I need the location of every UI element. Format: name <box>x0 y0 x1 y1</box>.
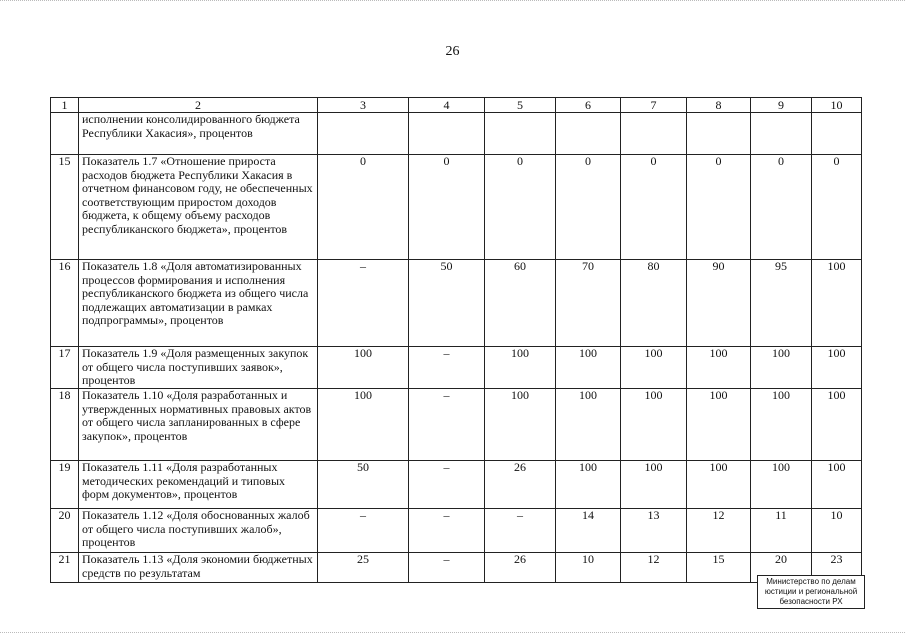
value-cell: 12 <box>621 553 687 583</box>
row-number: 19 <box>51 461 79 509</box>
value-cell: – <box>485 509 556 553</box>
table-row <box>51 389 862 461</box>
value-cell: 100 <box>621 461 687 509</box>
table-row <box>51 509 862 553</box>
value-cell: 26 <box>485 553 556 583</box>
value-cell: 100 <box>687 461 751 509</box>
value-cell: 0 <box>812 155 862 260</box>
column-header: 8 <box>687 98 751 113</box>
indicator-description: Показатель 1.9 «Доля размещенных закупок от общего числа поступивших заявок», процентов <box>79 347 318 389</box>
value-cell: 0 <box>621 155 687 260</box>
value-cell <box>812 113 862 155</box>
value-cell: 26 <box>485 461 556 509</box>
table-row <box>51 260 862 347</box>
value-cell: 100 <box>687 389 751 461</box>
value-cell: 10 <box>812 509 862 553</box>
value-cell: 100 <box>751 389 812 461</box>
stamp-line: Министерство по делам <box>766 577 856 586</box>
column-header: 9 <box>751 98 812 113</box>
indicator-description: Показатель 1.8 «Доля автоматизированных процессов формирования и исполнения республиканского бюджета из общего числа подлежащих автоматизации в рамках подпрограммы», процентов <box>79 260 318 347</box>
column-header: 6 <box>556 98 621 113</box>
table-row <box>51 553 862 583</box>
table-row <box>51 113 862 155</box>
stamp-line: юстиции и региональной <box>764 587 858 596</box>
row-number: 18 <box>51 389 79 461</box>
value-cell: 25 <box>318 553 409 583</box>
indicator-description: Показатель 1.12 «Доля обоснованных жалоб от общего числа поступивших жалоб», процентов <box>79 509 318 553</box>
value-cell: 0 <box>751 155 812 260</box>
value-cell: 100 <box>485 389 556 461</box>
table-header-row <box>51 98 862 113</box>
indicator-description: Показатель 1.10 «Доля разработанных и утвержденных нормативных правовых актов от общего числа запланированных в сфере закупок», процентов <box>79 389 318 461</box>
indicator-description: Показатель 1.7 «Отношение прироста расходов бюджета Республики Хакасия в отчетном финансовом году, не обеспеченных соответствующим приростом доходов бюджета, к общему объему расходов республиканского бюджета», процентов <box>79 155 318 260</box>
scan-edge-top <box>0 0 905 6</box>
value-cell: 20 <box>751 553 812 583</box>
value-cell: 11 <box>751 509 812 553</box>
value-cell <box>751 113 812 155</box>
value-cell: 95 <box>751 260 812 347</box>
value-cell: 15 <box>687 553 751 583</box>
value-cell: 100 <box>812 260 862 347</box>
value-cell: 100 <box>556 389 621 461</box>
value-cell: 100 <box>812 389 862 461</box>
value-cell: 0 <box>318 155 409 260</box>
row-number: 17 <box>51 347 79 389</box>
value-cell: 14 <box>556 509 621 553</box>
value-cell: 13 <box>621 509 687 553</box>
value-cell: 100 <box>687 347 751 389</box>
value-cell: 80 <box>621 260 687 347</box>
table-row <box>51 347 862 389</box>
value-cell: 60 <box>485 260 556 347</box>
scan-edge-bottom <box>0 632 905 638</box>
column-header: 1 <box>51 98 79 113</box>
value-cell: 100 <box>751 461 812 509</box>
row-number: 20 <box>51 509 79 553</box>
value-cell: 100 <box>812 347 862 389</box>
column-header: 3 <box>318 98 409 113</box>
value-cell: 100 <box>318 389 409 461</box>
value-cell: 50 <box>409 260 485 347</box>
value-cell <box>556 113 621 155</box>
value-cell: 100 <box>621 389 687 461</box>
column-header: 7 <box>621 98 687 113</box>
value-cell: – <box>409 347 485 389</box>
value-cell: 100 <box>751 347 812 389</box>
value-cell: – <box>409 461 485 509</box>
ministry-stamp <box>757 575 865 609</box>
row-number: 15 <box>51 155 79 260</box>
table-row <box>51 155 862 260</box>
value-cell: 12 <box>687 509 751 553</box>
column-header: 4 <box>409 98 485 113</box>
indicator-description: исполнении консолидированного бюджета Республики Хакасия», процентов <box>79 113 318 155</box>
value-cell: 70 <box>556 260 621 347</box>
value-cell: 100 <box>812 461 862 509</box>
value-cell: 0 <box>409 155 485 260</box>
column-header: 2 <box>79 98 318 113</box>
value-cell: 90 <box>687 260 751 347</box>
row-number: 16 <box>51 260 79 347</box>
value-cell: – <box>409 553 485 583</box>
value-cell <box>485 113 556 155</box>
value-cell: 0 <box>485 155 556 260</box>
value-cell <box>687 113 751 155</box>
value-cell: 50 <box>318 461 409 509</box>
value-cell: 0 <box>687 155 751 260</box>
value-cell <box>621 113 687 155</box>
value-cell: 0 <box>556 155 621 260</box>
table-row <box>51 461 862 509</box>
value-cell: – <box>409 509 485 553</box>
indicators-table <box>50 97 862 583</box>
row-number: 21 <box>51 553 79 583</box>
value-cell: 23 <box>812 553 862 583</box>
page-number: 26 <box>445 44 460 59</box>
value-cell: 100 <box>485 347 556 389</box>
value-cell: – <box>318 260 409 347</box>
value-cell: 100 <box>621 347 687 389</box>
value-cell: 100 <box>556 347 621 389</box>
value-cell <box>318 113 409 155</box>
indicator-description: Показатель 1.11 «Доля разработанных методических рекомендаций и типовых форм документов», процентов <box>79 461 318 509</box>
row-number <box>51 113 79 155</box>
value-cell <box>409 113 485 155</box>
value-cell: 10 <box>556 553 621 583</box>
value-cell: – <box>409 389 485 461</box>
column-header: 5 <box>485 98 556 113</box>
value-cell: 100 <box>556 461 621 509</box>
value-cell: – <box>318 509 409 553</box>
stamp-line: безопасности РХ <box>779 597 843 606</box>
indicator-description: Показатель 1.13 «Доля экономии бюджетных средств по результатам <box>79 553 318 583</box>
column-header: 10 <box>812 98 862 113</box>
value-cell: 100 <box>318 347 409 389</box>
